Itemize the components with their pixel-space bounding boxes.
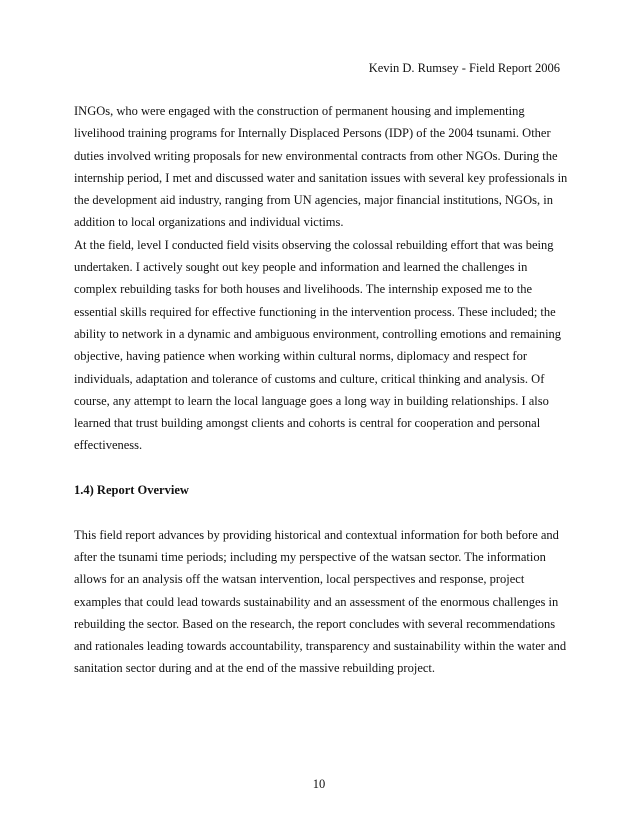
- spacer: [74, 457, 574, 479]
- section-heading: 1.4) Report Overview: [74, 483, 189, 498]
- text-line: ability to network in a dynamic and ambiguous environment, controlling emotions and remaining: [74, 326, 562, 341]
- text-line: individuals, adaptation and tolerance of customs and culture, critical thinking and analysis. Of: [74, 371, 545, 386]
- page-number: 10: [312, 777, 326, 791]
- text-line: INGOs, who were engaged with the construction of permanent housing and implementing: [74, 104, 525, 118]
- spacer: [74, 501, 574, 523]
- paragraph-report-overview: [74, 524, 574, 680]
- text-line: and rationales leading towards accountability, transparency and sustainability within the water and: [74, 639, 567, 654]
- page-body: [74, 100, 574, 680]
- text-line: essential skills required for effective functioning in the intervention process. These included; the: [74, 304, 556, 319]
- text-line: sanitation sector during and at the end of the massive rebuilding project.: [74, 661, 436, 676]
- text-line: examples that could lead towards sustainability and an assessment of the enormous challenges in: [74, 594, 559, 609]
- paragraph-field-visits: [74, 234, 574, 457]
- text-line: duties involved writing proposals for new environmental contracts from other NGOs. During the: [74, 148, 558, 163]
- text-line: This field report advances by providing historical and contextual information for both before and: [74, 527, 559, 542]
- text-line: course, any attempt to learn the local language goes a long way in building relationships. I also: [74, 393, 549, 408]
- text-line: internship period, I met and discussed water and sanitation issues with several key professionals in: [74, 170, 568, 185]
- paragraph-continuation: [74, 100, 574, 234]
- running-header: Kevin D. Rumsey - Field Report 2006: [368, 61, 560, 75]
- text-line: learned that trust building amongst clients and cohorts is central for cooperation and personal: [74, 416, 541, 431]
- text-line: undertaken. I actively sought out key people and information and learned the challenges in: [74, 260, 528, 275]
- text-line: effectiveness.: [74, 438, 143, 453]
- text-line: addition to local organizations and individual victims.: [74, 215, 344, 230]
- text-line: rebuilding the sector. Based on the research, the report concludes with several recommendations: [74, 616, 556, 631]
- text-line: after the tsunami time periods; including my perspective of the watsan sector. The information: [74, 549, 546, 564]
- text-line: livelihood training programs for Internally Displaced Persons (IDP) of the 2004 tsunami. Other: [74, 126, 551, 141]
- text-line: objective, having patience when working within cultural norms, diplomacy and respect for: [74, 349, 527, 364]
- text-line: allows for an analysis off the watsan intervention, local perspectives and response, project: [74, 572, 525, 587]
- text-line: the development aid industry, ranging from UN agencies, major financial institutions, NGOs, in: [74, 193, 553, 208]
- text-line: complex rebuilding tasks for both houses and livelihoods. The internship exposed me to the: [74, 282, 533, 297]
- text-line: At the field, level I conducted field visits observing the colossal rebuilding effort that was being: [74, 237, 554, 252]
